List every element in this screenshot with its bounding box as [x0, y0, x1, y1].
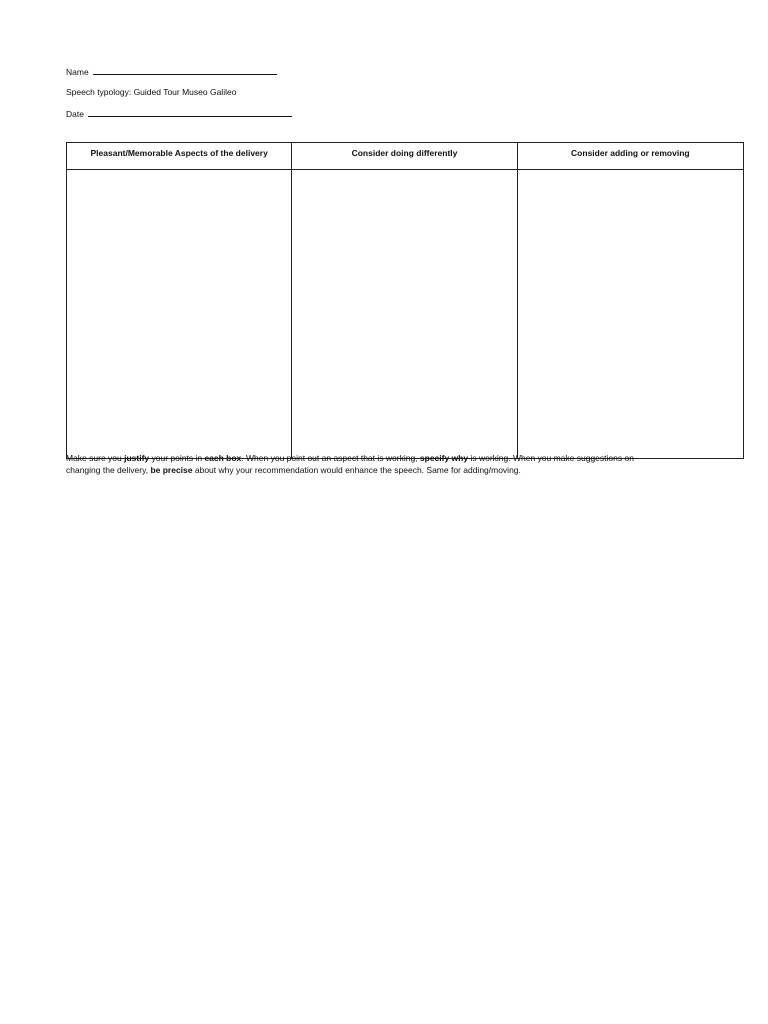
consider-differently-box[interactable]	[292, 170, 517, 459]
instruction-text: Make sure you	[66, 453, 125, 463]
consider-adding-removing-box[interactable]	[517, 170, 743, 459]
response-row	[67, 170, 744, 459]
feedback-table	[66, 142, 744, 459]
name-label: Name	[66, 67, 89, 77]
header-consider-differently: Consider doing differently	[292, 143, 517, 170]
emphasis-each-box: each box	[204, 453, 242, 463]
pleasant-aspects-box[interactable]	[67, 170, 292, 459]
speech-typology: Speech typology: Guided Tour Museo Galileo	[66, 87, 237, 97]
instruction-text: about why your recommendation would enhance the speech. Same for adding/moving.	[192, 465, 521, 475]
name-blank-line[interactable]	[93, 66, 277, 75]
instruction-text: . When you point out an aspect that is working,	[241, 453, 420, 463]
date-label: Date	[66, 109, 84, 119]
header-row	[67, 143, 744, 170]
header-consider-adding-removing: Consider adding or removing	[517, 143, 743, 170]
date-field[interactable]	[66, 108, 292, 119]
name-field[interactable]	[66, 66, 277, 77]
emphasis-justify: justify	[124, 453, 150, 463]
header-pleasant-aspects: Pleasant/Memorable Aspects of the delivery	[67, 143, 292, 170]
instruction-text: is working. When you make suggestions on	[468, 453, 634, 463]
emphasis-be-precise: be precise	[150, 465, 193, 475]
instruction-text: changing the delivery,	[66, 465, 151, 475]
date-blank-line[interactable]	[88, 108, 292, 117]
instruction-text: your points in	[149, 453, 205, 463]
instructions-text	[66, 452, 696, 476]
emphasis-specify-why: specify why	[419, 453, 469, 463]
